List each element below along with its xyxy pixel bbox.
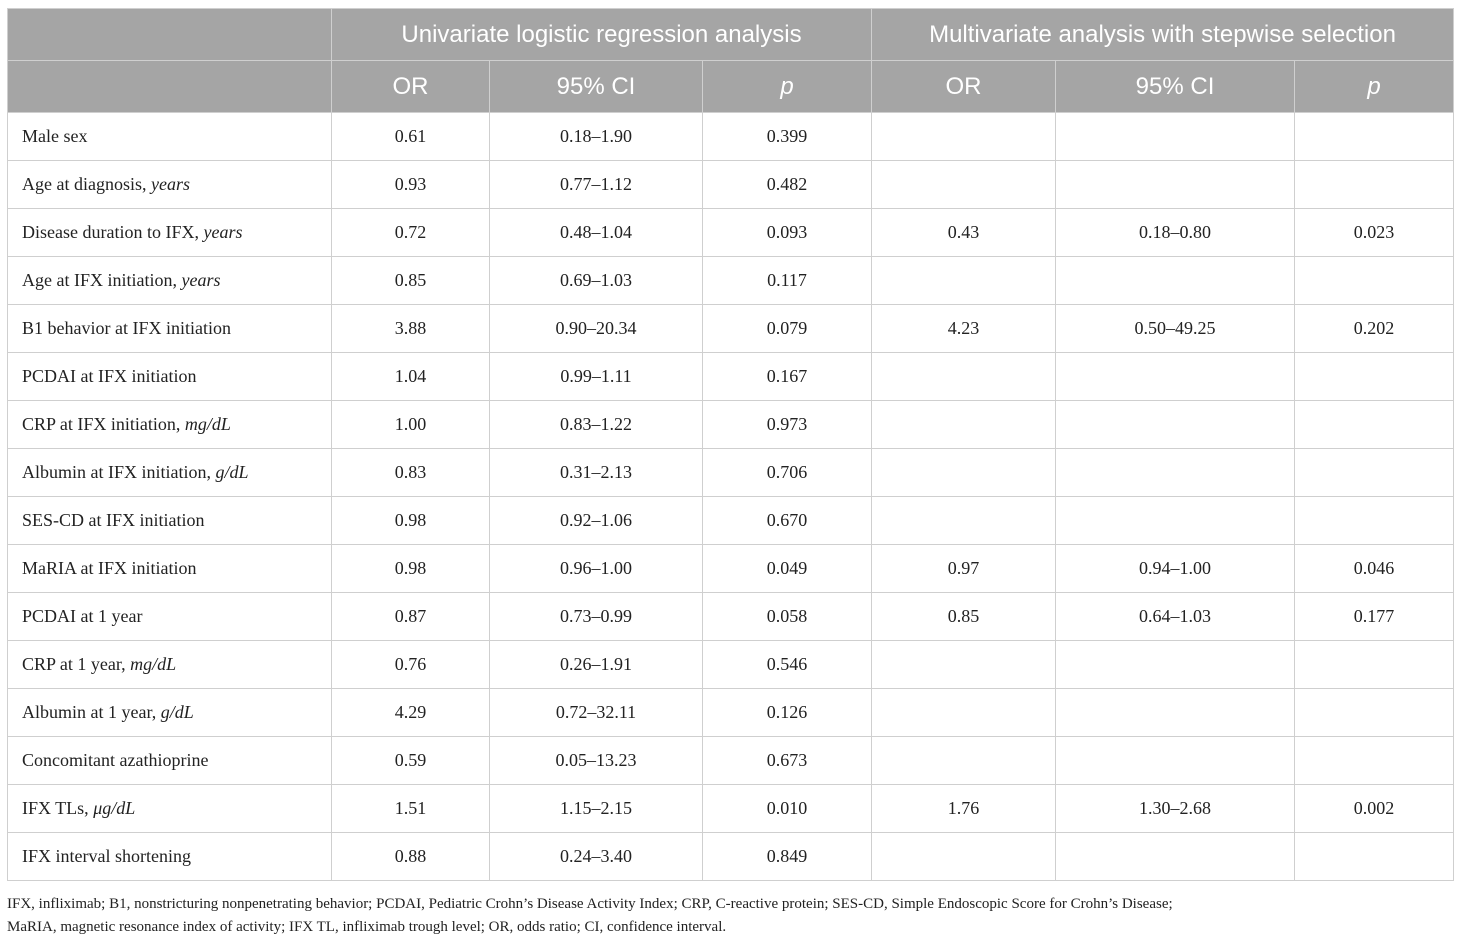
multi-or-cell xyxy=(872,689,1056,737)
multi-ci-cell xyxy=(1056,161,1295,209)
multi-or-cell xyxy=(872,641,1056,689)
uni-ci-cell: 0.72–32.11 xyxy=(490,689,703,737)
variable-label: IFX interval shortening xyxy=(22,846,191,866)
multi-p-cell xyxy=(1295,449,1454,497)
uni-or-cell: 0.98 xyxy=(332,497,490,545)
header-multi-or: OR xyxy=(872,61,1056,113)
multi-p-cell: 0.046 xyxy=(1295,545,1454,593)
multi-p-cell xyxy=(1295,161,1454,209)
header-blank-cell xyxy=(8,61,332,113)
variable-cell xyxy=(8,833,332,881)
uni-ci-cell: 0.83–1.22 xyxy=(490,401,703,449)
multi-ci-cell xyxy=(1056,641,1295,689)
uni-ci-cell: 0.18–1.90 xyxy=(490,113,703,161)
header-univariate-group: Univariate logistic regression analysis xyxy=(332,9,872,61)
variable-unit: g/dL xyxy=(215,462,249,482)
multi-ci-cell: 0.94–1.00 xyxy=(1056,545,1295,593)
multi-ci-cell xyxy=(1056,257,1295,305)
uni-p-cell: 0.849 xyxy=(703,833,872,881)
multi-ci-cell xyxy=(1056,449,1295,497)
table-row xyxy=(8,401,1454,449)
variable-cell xyxy=(8,785,332,833)
multi-ci-cell xyxy=(1056,353,1295,401)
uni-ci-cell: 0.31–2.13 xyxy=(490,449,703,497)
table-row xyxy=(8,497,1454,545)
multi-or-cell xyxy=(872,353,1056,401)
multi-p-cell: 0.177 xyxy=(1295,593,1454,641)
table-row xyxy=(8,737,1454,785)
header-uni-or: OR xyxy=(332,61,490,113)
uni-ci-cell: 0.69–1.03 xyxy=(490,257,703,305)
footnote-line: IFX, infliximab; B1, nonstricturing nonpenetrating behavior; PCDAI, Pediatric Crohn’s Disease Activity Index; CRP, C-reactive protein; SES-CD, Simple Endoscopic Score for Crohn’s Disease; xyxy=(7,896,1173,912)
uni-p-cell: 0.399 xyxy=(703,113,872,161)
variable-cell xyxy=(8,353,332,401)
multi-p-cell xyxy=(1295,737,1454,785)
table-row xyxy=(8,593,1454,641)
variable-label: CRP at 1 year, xyxy=(22,654,131,674)
variable-label: B1 behavior at IFX initiation xyxy=(22,318,231,338)
uni-p-cell: 0.167 xyxy=(703,353,872,401)
multi-or-cell: 0.85 xyxy=(872,593,1056,641)
multi-ci-cell: 1.30–2.68 xyxy=(1056,785,1295,833)
uni-or-cell: 0.88 xyxy=(332,833,490,881)
variable-unit: years xyxy=(181,270,221,290)
uni-or-cell: 1.04 xyxy=(332,353,490,401)
multi-or-cell xyxy=(872,401,1056,449)
uni-or-cell: 0.76 xyxy=(332,641,490,689)
uni-or-cell: 1.51 xyxy=(332,785,490,833)
multi-or-cell xyxy=(872,449,1056,497)
uni-ci-cell: 0.48–1.04 xyxy=(490,209,703,257)
multi-or-cell: 4.23 xyxy=(872,305,1056,353)
multi-or-cell xyxy=(872,833,1056,881)
variable-cell xyxy=(8,401,332,449)
multi-or-cell: 0.97 xyxy=(872,545,1056,593)
variable-label: IFX TLs, xyxy=(22,798,94,818)
variable-label: MaRIA at IFX initiation xyxy=(22,558,197,578)
uni-or-cell: 3.88 xyxy=(332,305,490,353)
header-uni-ci: 95% CI xyxy=(490,61,703,113)
uni-ci-cell: 1.15–2.15 xyxy=(490,785,703,833)
uni-ci-cell: 0.92–1.06 xyxy=(490,497,703,545)
variable-label: Age at diagnosis, xyxy=(22,174,151,194)
variable-cell xyxy=(8,161,332,209)
multi-or-cell: 0.43 xyxy=(872,209,1056,257)
table-row xyxy=(8,545,1454,593)
multi-p-cell xyxy=(1295,353,1454,401)
variable-cell xyxy=(8,305,332,353)
table-row xyxy=(8,689,1454,737)
variable-cell xyxy=(8,641,332,689)
uni-p-cell: 0.126 xyxy=(703,689,872,737)
regression-table xyxy=(7,8,1454,881)
multi-or-cell xyxy=(872,737,1056,785)
uni-ci-cell: 0.26–1.91 xyxy=(490,641,703,689)
uni-p-cell: 0.546 xyxy=(703,641,872,689)
uni-or-cell: 0.83 xyxy=(332,449,490,497)
multi-ci-cell: 0.64–1.03 xyxy=(1056,593,1295,641)
multi-ci-cell xyxy=(1056,833,1295,881)
uni-p-cell: 0.673 xyxy=(703,737,872,785)
variable-cell xyxy=(8,257,332,305)
multi-p-cell xyxy=(1295,401,1454,449)
variable-unit: mg/dL xyxy=(184,414,231,434)
variable-unit: μg/dL xyxy=(93,798,136,818)
multi-ci-cell: 0.18–0.80 xyxy=(1056,209,1295,257)
footnote-line: MaRIA, magnetic resonance index of activity; IFX TL, infliximab trough level; OR, odds ratio; CI, confidence interval. xyxy=(7,919,727,935)
table-row xyxy=(8,353,1454,401)
variable-label: SES-CD at IFX initiation xyxy=(22,510,205,530)
variable-cell xyxy=(8,449,332,497)
multi-ci-cell xyxy=(1056,113,1295,161)
multi-or-cell xyxy=(872,161,1056,209)
multi-or-cell xyxy=(872,497,1056,545)
table-row xyxy=(8,785,1454,833)
variable-label: Disease duration to IFX, xyxy=(22,222,204,242)
header-multi-ci: 95% CI xyxy=(1056,61,1295,113)
header-sub-row xyxy=(8,61,1454,113)
uni-p-cell: 0.049 xyxy=(703,545,872,593)
multi-ci-cell xyxy=(1056,497,1295,545)
uni-or-cell: 0.61 xyxy=(332,113,490,161)
multi-ci-cell: 0.50–49.25 xyxy=(1056,305,1295,353)
table-row xyxy=(8,305,1454,353)
table-row xyxy=(8,113,1454,161)
uni-ci-cell: 0.99–1.11 xyxy=(490,353,703,401)
multi-p-cell xyxy=(1295,257,1454,305)
uni-or-cell: 0.87 xyxy=(332,593,490,641)
uni-p-cell: 0.670 xyxy=(703,497,872,545)
multi-or-cell: 1.76 xyxy=(872,785,1056,833)
uni-ci-cell: 0.73–0.99 xyxy=(490,593,703,641)
table-row xyxy=(8,209,1454,257)
table-row xyxy=(8,161,1454,209)
table-body xyxy=(8,113,1454,881)
variable-label: PCDAI at IFX initiation xyxy=(22,366,197,386)
multi-p-cell: 0.202 xyxy=(1295,305,1454,353)
uni-p-cell: 0.706 xyxy=(703,449,872,497)
multi-p-cell xyxy=(1295,641,1454,689)
multi-p-cell xyxy=(1295,689,1454,737)
uni-ci-cell: 0.24–3.40 xyxy=(490,833,703,881)
multi-p-cell xyxy=(1295,497,1454,545)
variable-cell xyxy=(8,593,332,641)
header-multi-p: p xyxy=(1295,61,1454,113)
multi-p-cell xyxy=(1295,113,1454,161)
variable-unit: years xyxy=(203,222,243,242)
uni-p-cell: 0.482 xyxy=(703,161,872,209)
uni-or-cell: 0.93 xyxy=(332,161,490,209)
variable-unit: mg/dL xyxy=(130,654,177,674)
table-row xyxy=(8,833,1454,881)
variable-label: Albumin at 1 year, xyxy=(22,702,161,722)
header-uni-p: p xyxy=(703,61,872,113)
table-row xyxy=(8,257,1454,305)
uni-or-cell: 1.00 xyxy=(332,401,490,449)
variable-label: PCDAI at 1 year xyxy=(22,606,143,626)
uni-p-cell: 0.010 xyxy=(703,785,872,833)
variable-label: Concomitant azathioprine xyxy=(22,750,209,770)
multi-p-cell: 0.002 xyxy=(1295,785,1454,833)
uni-or-cell: 0.72 xyxy=(332,209,490,257)
uni-p-cell: 0.079 xyxy=(703,305,872,353)
table-row xyxy=(8,449,1454,497)
variable-cell xyxy=(8,545,332,593)
table-row xyxy=(8,641,1454,689)
uni-ci-cell: 0.96–1.00 xyxy=(490,545,703,593)
uni-ci-cell: 0.90–20.34 xyxy=(490,305,703,353)
multi-ci-cell xyxy=(1056,737,1295,785)
uni-p-cell: 0.117 xyxy=(703,257,872,305)
variable-cell xyxy=(8,209,332,257)
header-group-row xyxy=(8,9,1454,61)
variable-cell xyxy=(8,737,332,785)
variable-cell xyxy=(8,497,332,545)
variable-label: Age at IFX initiation, xyxy=(22,270,182,290)
uni-or-cell: 4.29 xyxy=(332,689,490,737)
multi-or-cell xyxy=(872,257,1056,305)
variable-label: Albumin at IFX initiation, xyxy=(22,462,216,482)
uni-p-cell: 0.093 xyxy=(703,209,872,257)
multi-ci-cell xyxy=(1056,689,1295,737)
uni-or-cell: 0.59 xyxy=(332,737,490,785)
multi-or-cell xyxy=(872,113,1056,161)
header-blank-cell xyxy=(8,9,332,61)
variable-cell xyxy=(8,689,332,737)
table-footnote xyxy=(7,893,1455,939)
multi-ci-cell xyxy=(1056,401,1295,449)
uni-ci-cell: 0.77–1.12 xyxy=(490,161,703,209)
multi-p-cell xyxy=(1295,833,1454,881)
uni-p-cell: 0.973 xyxy=(703,401,872,449)
uni-or-cell: 0.98 xyxy=(332,545,490,593)
uni-or-cell: 0.85 xyxy=(332,257,490,305)
uni-ci-cell: 0.05–13.23 xyxy=(490,737,703,785)
variable-unit: years xyxy=(150,174,190,194)
variable-label: Male sex xyxy=(22,126,88,146)
header-multivariate-group: Multivariate analysis with stepwise selection xyxy=(872,9,1454,61)
uni-p-cell: 0.058 xyxy=(703,593,872,641)
variable-cell xyxy=(8,113,332,161)
variable-unit: g/dL xyxy=(160,702,194,722)
multi-p-cell: 0.023 xyxy=(1295,209,1454,257)
variable-label: CRP at IFX initiation, xyxy=(22,414,185,434)
